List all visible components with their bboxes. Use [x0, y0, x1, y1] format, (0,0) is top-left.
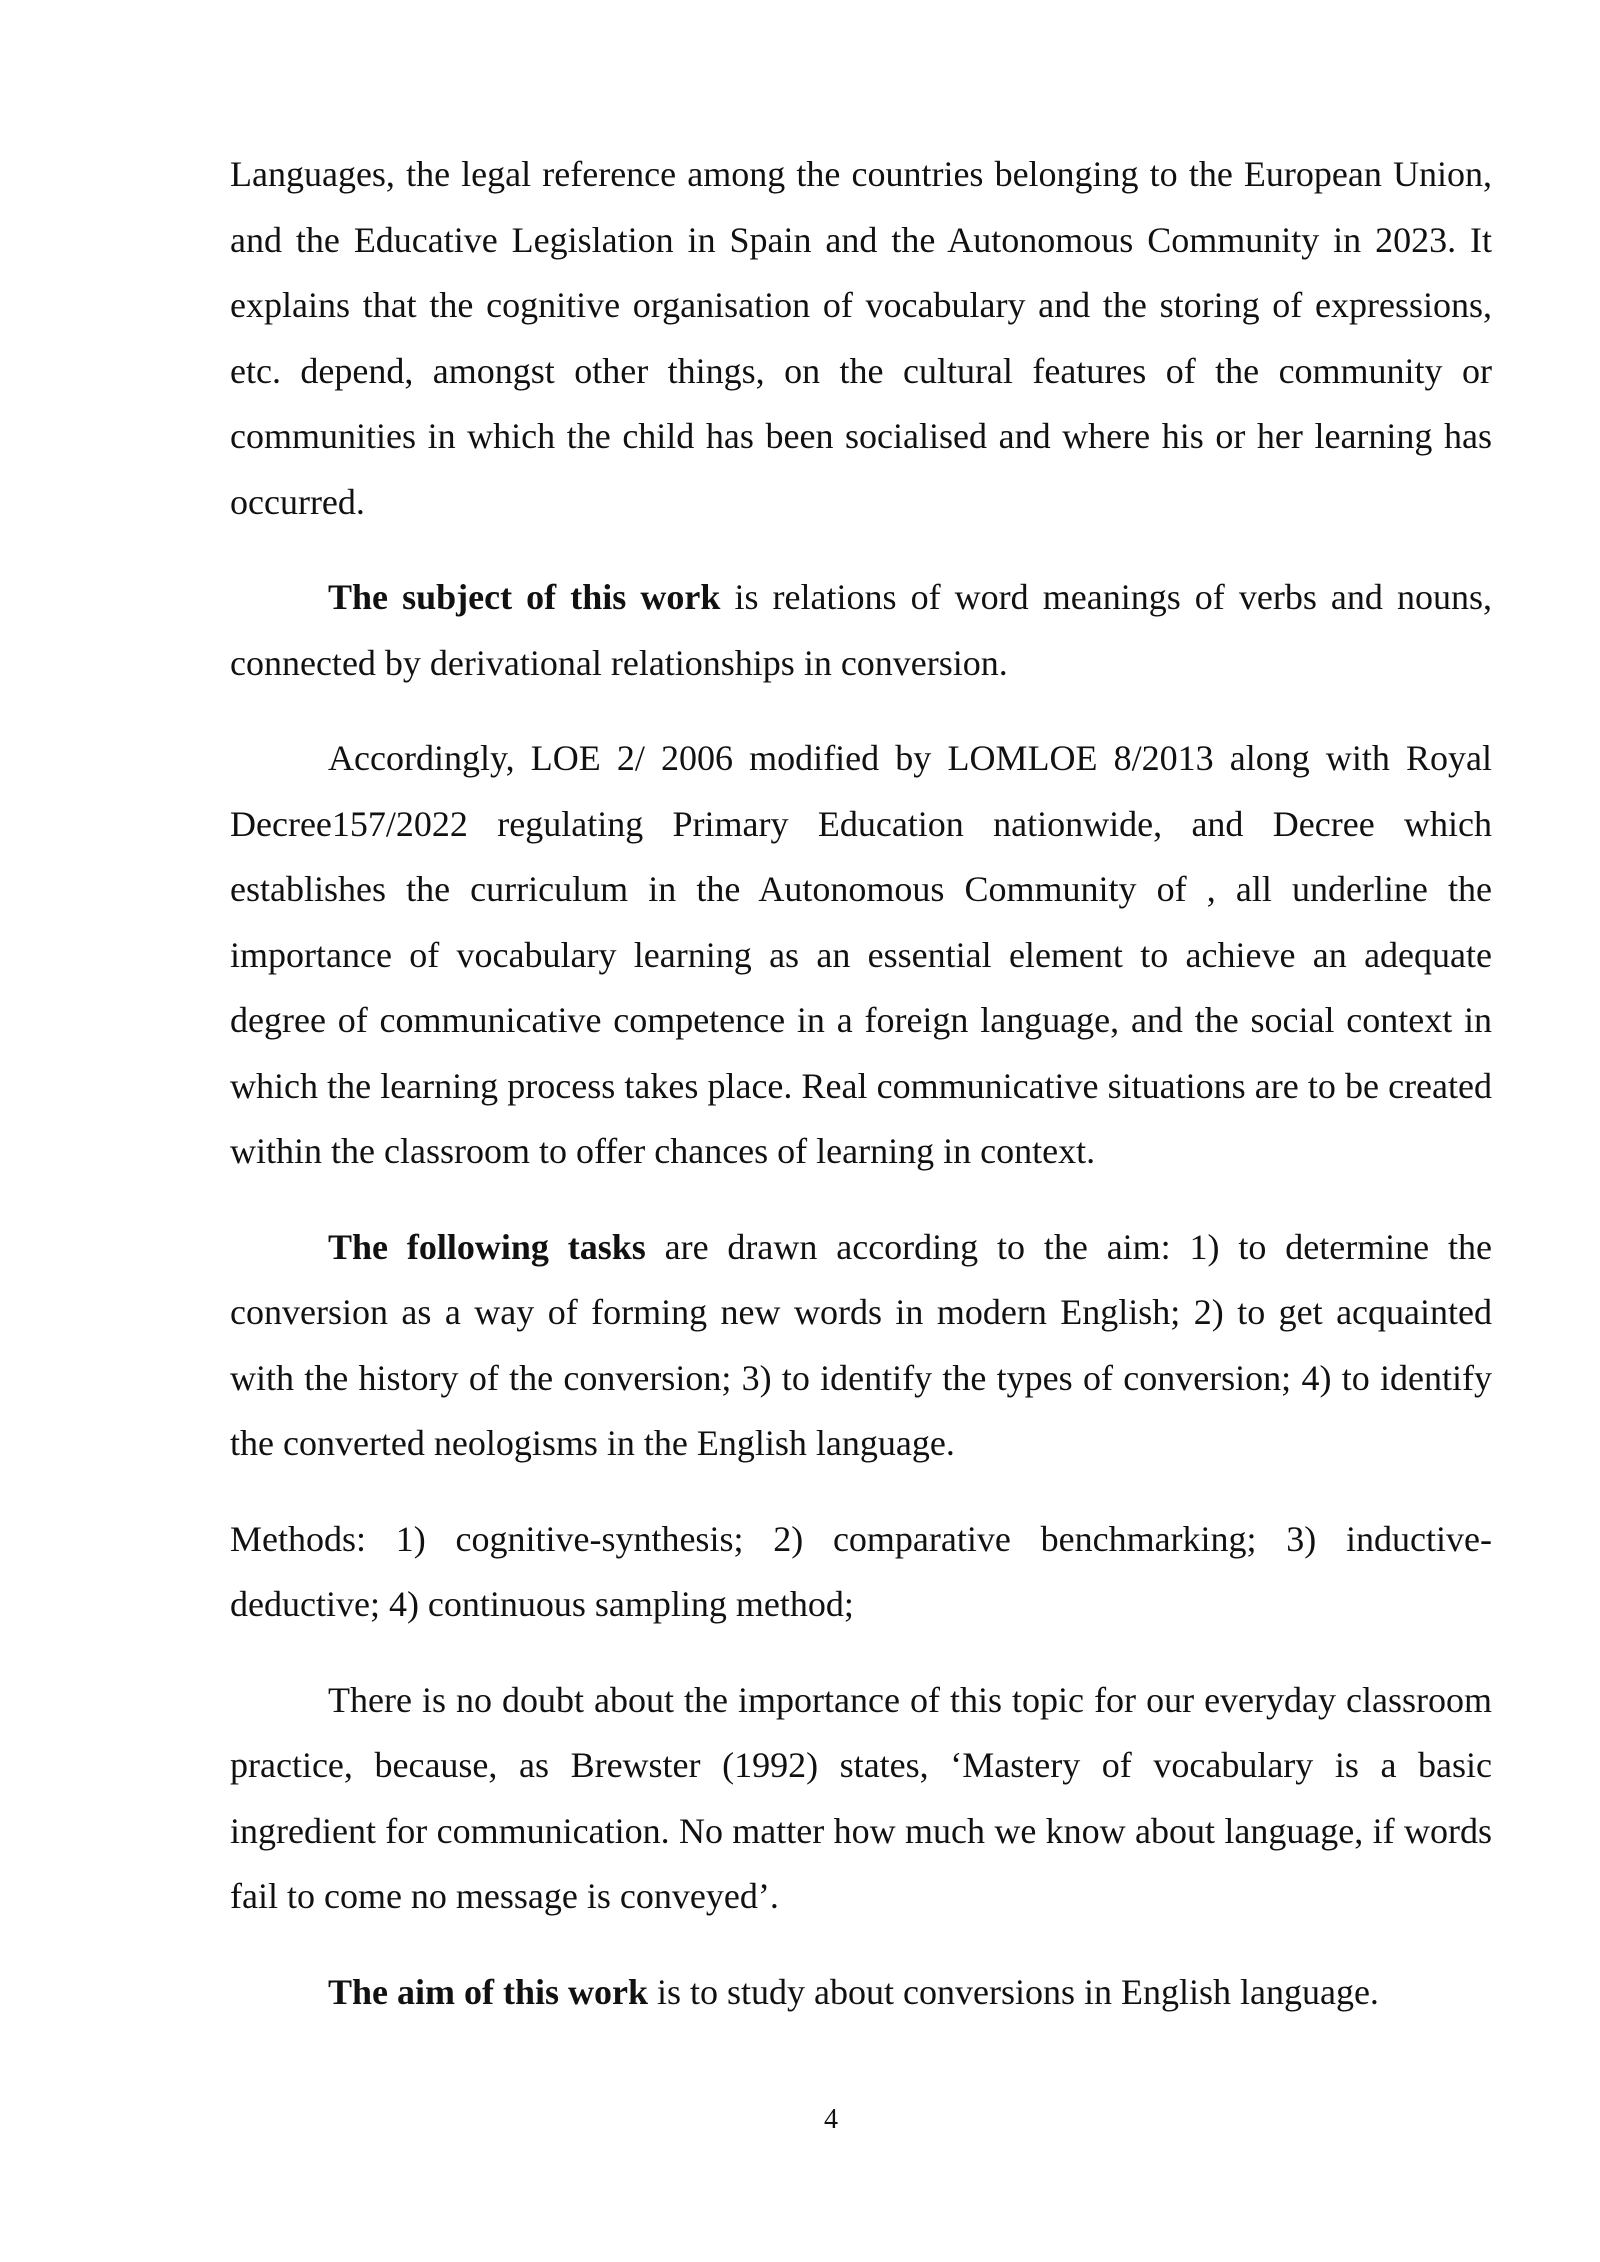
paragraph-legislation [230, 726, 1492, 1185]
paragraph-aim [230, 1960, 1492, 2026]
paragraph-text: There is no doubt about the importance of this topic for our everyday classroom practice, because, as Brewster (1992) states, ‘Mastery of vocabulary is a basic ingredient for communication. No matter how much we know about language, if words fail to come no message is conveyed’. [230, 1679, 1492, 1916]
paragraph-importance [230, 1668, 1492, 1930]
paragraph-text: Languages, the legal reference among the countries belonging to the European Union, and the Educative Legislation in Spain and the Autonomous Community in 2023. It explains that the cognitive organisation of vocabulary and the storing of expressions, etc. depend, amongst other things, on the cultural features of the community or communities in which the child has been socialised and where his or her learning has occurred. [230, 154, 1492, 522]
paragraph-text: is relations of word meanings of verbs and nouns, connected by derivational relationships in conversion. [230, 577, 1492, 683]
paragraph-text: Accordingly, LOE 2/ 2006 modified by LOMLOE 8/2013 along with Royal Decree157/2022 regulating Primary Education nationwide, and Decree which establishes the curriculum in the Autonomous Community of , all underline the importance of vocabulary learning as an essential element to achieve an adequate degree of communicative competence in a foreign language, and the social context in which the learning process takes place. Real communicative situations are to be created within the classroom to offer chances of learning in context. [230, 738, 1492, 1171]
paragraph-legal-reference [230, 142, 1492, 535]
document-body [230, 142, 1492, 2055]
paragraph-lead: The following tasks [328, 1226, 646, 1267]
paragraph-subject [230, 565, 1492, 696]
paragraph-methods [230, 1507, 1492, 1638]
paragraph-text: are drawn according to the aim: 1) to determine the conversion as a way of forming new words in modern English; 2) to get acquainted with the history of the conversion; 3) to identify the types of conversion; 4) to identify the converted neologisms in the English language. [230, 1226, 1492, 1463]
paragraph-text: is to study about conversions in English language. [648, 1971, 1379, 2012]
page-number: 4 [824, 2104, 838, 2135]
paragraph-lead: The aim of this work [328, 1971, 649, 2012]
paragraph-text: Methods: 1) cognitive-synthesis; 2) comparative benchmarking; 3) inductive-deductive; 4) continuous sampling method; [230, 1518, 1492, 1624]
paragraph-tasks [230, 1215, 1492, 1477]
paragraph-lead: The subject of this work [328, 577, 721, 617]
